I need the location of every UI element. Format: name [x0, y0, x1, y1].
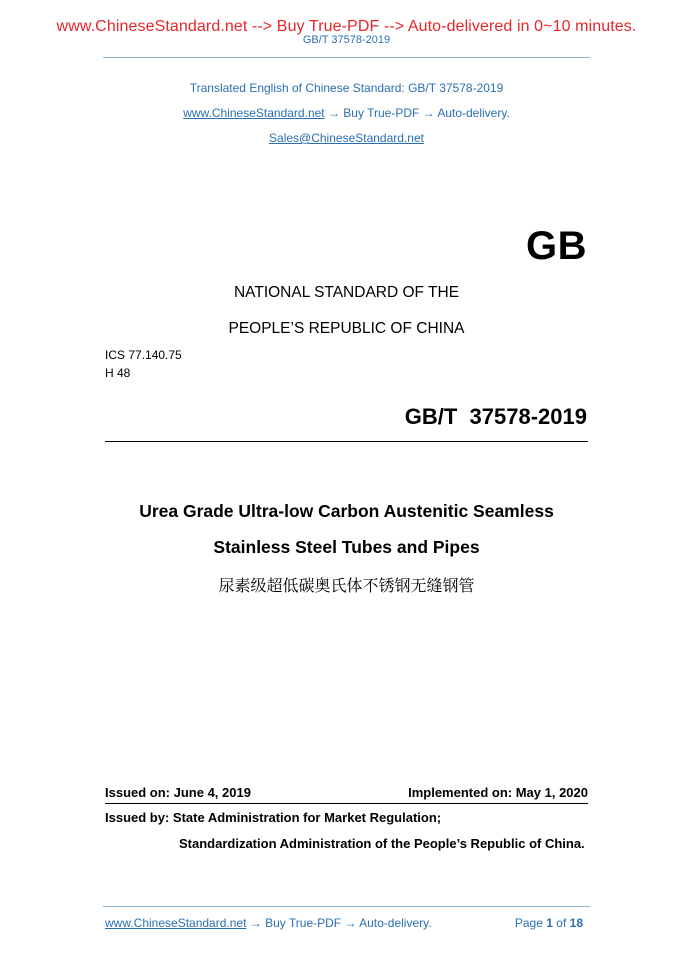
- footer-site-line: [105, 916, 432, 930]
- issued-by-line1: Issued by: State Administration for Market Regulation;: [105, 810, 442, 825]
- header-site-line: [0, 106, 693, 120]
- title-line1: Urea Grade Ultra-low Carbon Austenitic Seamless: [139, 501, 554, 521]
- footer-divider: [103, 906, 590, 907]
- footer-site-link[interactable]: www.ChineseStandard.net: [105, 916, 247, 930]
- header-divider: [103, 57, 590, 58]
- translation-notice: Translated English of Chinese Standard: GB/T 37578-2019: [189, 81, 504, 95]
- page-current: 1: [546, 916, 553, 930]
- national-standard-line1: NATIONAL STANDARD OF THE: [233, 284, 460, 301]
- page-label: Page: [514, 916, 543, 930]
- classification-code: H 48: [105, 366, 131, 380]
- national-standard-line2: PEOPLE’S REPUBLIC OF CHINA: [228, 320, 465, 337]
- implemented-on: Implemented on: May 1, 2020: [408, 785, 588, 800]
- page-of: of: [556, 916, 567, 930]
- dates-divider: [105, 803, 588, 804]
- ics-code: ICS 77.140.75: [105, 348, 182, 362]
- footer-site-suffix: → Buy True-PDF → Auto-delivery.: [246, 916, 432, 930]
- gb-mark: GB: [526, 224, 587, 268]
- dates-row: [105, 785, 588, 800]
- issued-on: Issued on: June 4, 2019: [105, 785, 251, 800]
- header-site-suffix: → Buy True-PDF → Auto-delivery.: [324, 106, 510, 120]
- running-header-doc-id: GB/T 37578-2019: [302, 34, 391, 46]
- sales-email-link[interactable]: Sales@ChineseStandard.net: [269, 131, 424, 145]
- page-indicator: [515, 916, 583, 930]
- title-line2: Stainless Steel Tubes and Pipes: [213, 537, 480, 557]
- page-total: 18: [569, 916, 583, 930]
- title-chinese: 尿素级超低碳奥氏体不锈钢无缝钢管: [218, 576, 475, 595]
- promo-banner[interactable]: www.ChineseStandard.net --> Buy True-PDF --> Auto-delivered in 0~10 minutes.: [56, 18, 637, 35]
- standard-code-divider: [105, 441, 588, 442]
- issued-by-line2: Standardization Administration of the People’s Republic of China.: [179, 836, 585, 851]
- header-site-link[interactable]: www.ChineseStandard.net: [183, 106, 325, 120]
- standard-code: GB/T 37578-2019: [404, 404, 587, 429]
- header-email-line: [0, 131, 693, 145]
